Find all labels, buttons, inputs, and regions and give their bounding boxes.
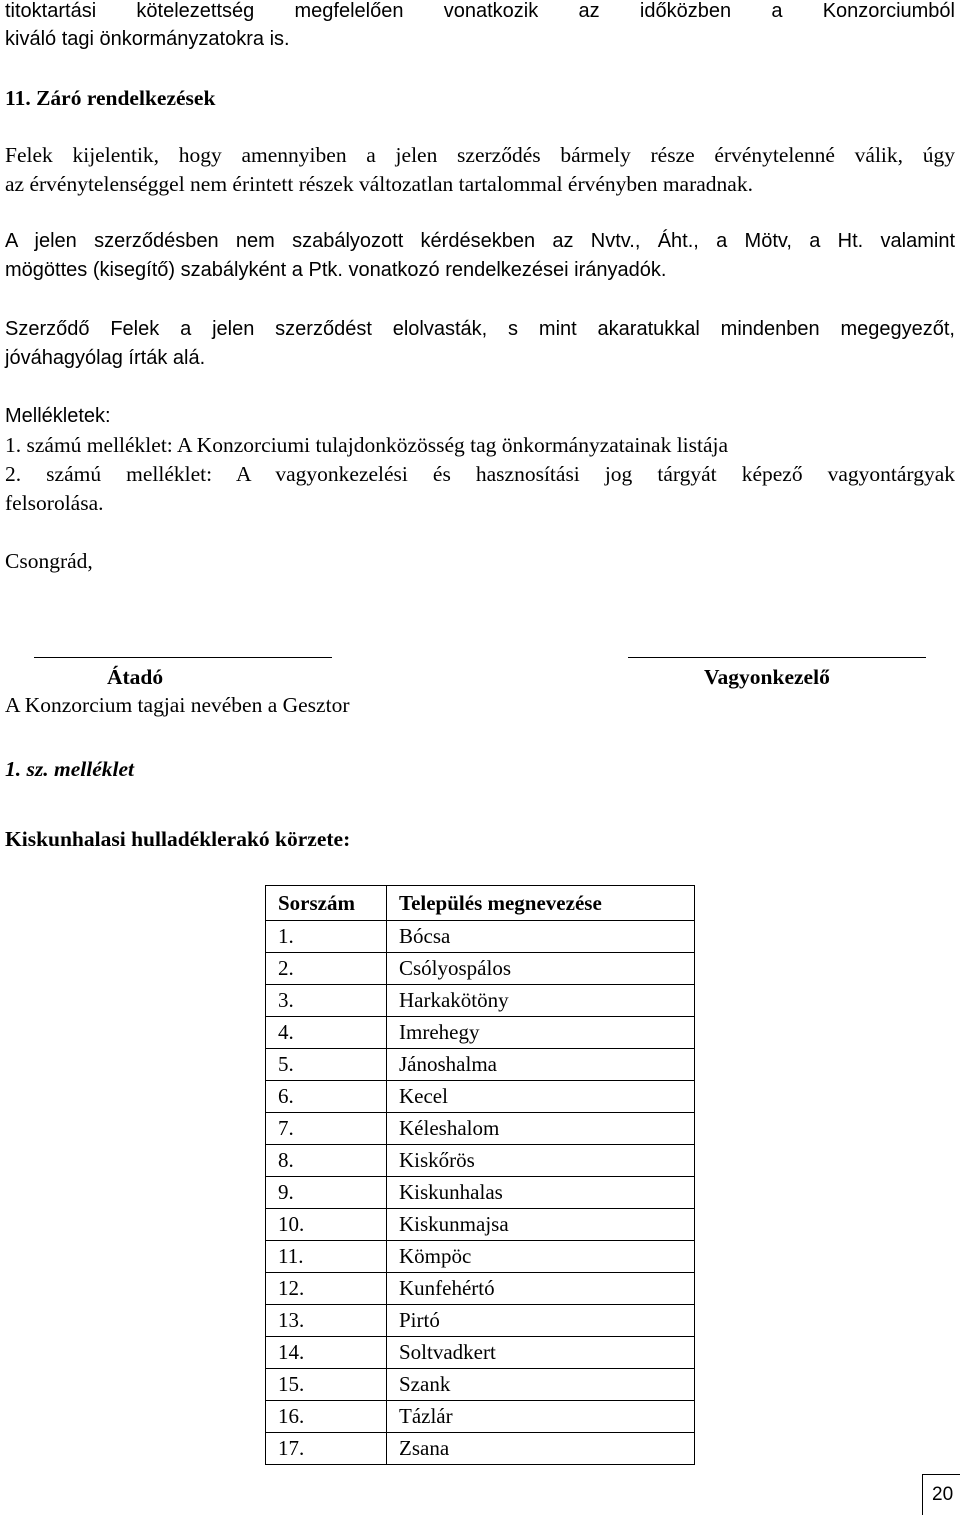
paragraph-2-line-1: A jelen szerződésben nem szabályozott kérdésekben az Nvtv., Áht., a Mötv, a Ht. valamint [5, 230, 955, 252]
row-number: 4. [266, 1017, 387, 1049]
settlement-name: Kömpöc [387, 1241, 695, 1273]
annex-label: 1. sz. melléklet [5, 757, 134, 781]
row-number: 3. [266, 985, 387, 1017]
settlement-name: Csólyospálos [387, 953, 695, 985]
annex-heading: Kiskunhalasi hulladéklerakó körzete: [5, 827, 351, 851]
table-row [266, 1433, 695, 1465]
row-number: 8. [266, 1145, 387, 1177]
table-row [266, 1017, 695, 1049]
row-number: 10. [266, 1209, 387, 1241]
settlement-name: Bócsa [387, 921, 695, 953]
settlement-name: Jánoshalma [387, 1049, 695, 1081]
paragraph-2-line-2: mögöttes (kisegítő) szabályként a Ptk. vonatkozó rendelkezései irányadók. [5, 259, 667, 281]
section-heading: 11. Záró rendelkezések [5, 86, 216, 110]
attachment-2-line-1: 2. számú melléklet: A vagyonkezelési és hasznosítási jog tárgyát képező vagyontárgyak [5, 462, 955, 486]
settlement-name: Tázlár [387, 1401, 695, 1433]
column-header-number: Sorszám [266, 886, 387, 921]
row-number: 1. [266, 921, 387, 953]
row-number: 6. [266, 1081, 387, 1113]
table-row [266, 1209, 695, 1241]
settlement-name: Imrehegy [387, 1017, 695, 1049]
row-number: 15. [266, 1369, 387, 1401]
table-row [266, 1401, 695, 1433]
row-number: 9. [266, 1177, 387, 1209]
row-number: 17. [266, 1433, 387, 1465]
place-text: Csongrád, [5, 549, 93, 573]
settlement-name: Kiskunmajsa [387, 1209, 695, 1241]
intro-line-2: kiváló tagi önkormányzatokra is. [5, 28, 290, 50]
table-header-row [266, 886, 695, 921]
row-number: 11. [266, 1241, 387, 1273]
page-number: 20 [932, 1484, 954, 1505]
row-number: 2. [266, 953, 387, 985]
left-signatory-sub: A Konzorcium tagjai nevében a Gesztor [5, 693, 350, 717]
settlement-name: Soltvadkert [387, 1337, 695, 1369]
paragraph-3-line-1: Szerződő Felek a jelen szerződést elolvasták, s mint akaratukkal mindenben megegyezőt, [5, 318, 955, 340]
table-row [266, 1113, 695, 1145]
left-signature-line [34, 657, 332, 658]
right-signatory-title: Vagyonkezelő [704, 665, 830, 689]
row-number: 5. [266, 1049, 387, 1081]
settlement-name: Pirtó [387, 1305, 695, 1337]
settlement-name: Szank [387, 1369, 695, 1401]
table-row [266, 1177, 695, 1209]
left-signatory-title: Átadó [107, 665, 164, 689]
row-number: 16. [266, 1401, 387, 1433]
table-row [266, 1273, 695, 1305]
settlements-table [265, 885, 695, 1465]
paragraph-1-line-1: Felek kijelentik, hogy amennyiben a jelen szerződés bármely része érvénytelenné válik, úgy [5, 143, 955, 167]
table-row [266, 1145, 695, 1177]
attachment-2-line-2: felsorolása. [5, 491, 104, 515]
table-row [266, 1337, 695, 1369]
table-row [266, 1241, 695, 1273]
paragraph-1-line-2: az érvénytelenséggel nem érintett részek változatlan tartalommal érvényben maradnak. [5, 172, 753, 196]
intro-line-1: titoktartási kötelezettség megfelelően vonatkozik az időközben a Konzorciumból [5, 0, 955, 22]
settlement-name: Zsana [387, 1433, 695, 1465]
settlement-name: Kiskunhalas [387, 1177, 695, 1209]
attachment-1: 1. számú melléklet: A Konzorciumi tulajdonközösség tag önkormányzatainak listája [5, 433, 729, 457]
settlement-name: Kéleshalom [387, 1113, 695, 1145]
paragraph-3-line-2: jóváhagyólag írták alá. [5, 347, 206, 369]
row-number: 14. [266, 1337, 387, 1369]
row-number: 12. [266, 1273, 387, 1305]
table-row [266, 1369, 695, 1401]
table-row [266, 1305, 695, 1337]
row-number: 13. [266, 1305, 387, 1337]
settlement-name: Harkakötöny [387, 985, 695, 1017]
table-row [266, 921, 695, 953]
table-row [266, 985, 695, 1017]
table-row [266, 1049, 695, 1081]
row-number: 7. [266, 1113, 387, 1145]
settlement-name: Kiskőrös [387, 1145, 695, 1177]
column-header-settlement: Település megnevezése [387, 886, 695, 921]
settlement-name: Kunfehértó [387, 1273, 695, 1305]
settlement-name: Kecel [387, 1081, 695, 1113]
table-row [266, 1081, 695, 1113]
table-row [266, 953, 695, 985]
attachments-heading: Mellékletek: [5, 405, 111, 427]
right-signature-line [628, 657, 926, 658]
